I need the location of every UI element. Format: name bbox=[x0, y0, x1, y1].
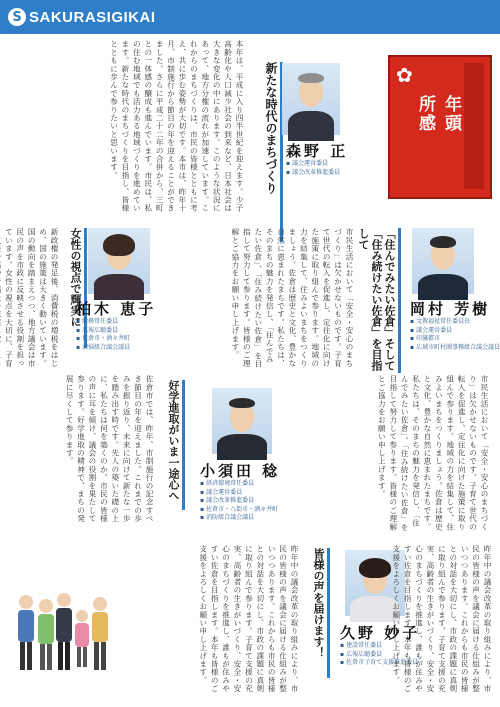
section2-roles: ▪ 文教福祉常任委員長 ▪ 議会運営委員 ▪ 印旛都市 ▪ 広域市町村圏事務組合議会議員 bbox=[410, 318, 500, 352]
section2-continued: 市民生活において「安全・安心のまちづくり」は欠かせないものです。子育て世代の転入を促進し、定住化に向けた施策に取り組んで参ります。地域の力を結集して、住みよいまちをつくりましょう。佐倉は歴史と文化、豊かな自然に恵まれたまちです。私たちは、そのまちの魅力を発信し、「住んでみたい佐倉」、「住み続けたい佐倉」を目指して努力して参ります。皆様のご理解とご協力をお願い申し上げます。 bbox=[377, 375, 489, 532]
card-stripe bbox=[464, 63, 484, 189]
section1-portrait bbox=[282, 63, 340, 135]
section4-name: 小須田 稔 bbox=[200, 462, 281, 480]
section2-name: 岡村 芳樹 bbox=[410, 300, 491, 318]
section1-name: 森野 正 bbox=[286, 142, 349, 160]
section1-roles: ▪ 議会運営委員 ▪ 議会改革推進委員 bbox=[286, 160, 340, 177]
section3-name: 柏木 恵子 bbox=[76, 300, 157, 318]
masthead bbox=[0, 0, 500, 34]
new-year-card bbox=[388, 55, 492, 199]
section2-heading: 「住んでみたい佐倉」そして「住み続けたい佐倉」を目指して bbox=[360, 228, 401, 373]
section5-body: 昨年中の議会改革の取り組みにより、市民の皆様の声を議会に届ける仕組みが整いつつあります。これからも市民の皆様との対話を大切にし、市政の課題に真剣に取り組んで参ります。子育て支援の充実、高齢者の生きがいづくり、安全・安心のまちづくりを推進し、誰もが住みやすい佐倉を目指します。本年も皆様のご支援をよろしくお願い申し上げます。 bbox=[198, 545, 299, 693]
section4-portrait bbox=[212, 388, 272, 454]
section5-heading: 皆様の声を届けます！ bbox=[305, 548, 330, 678]
section3-roles: ▪ 総務常任委員 ▪ 広報広聴委員 ▪ 佐倉市・酒々井町 ▪ 清掃組合議会議員 bbox=[76, 318, 130, 352]
section2-portrait bbox=[412, 228, 474, 294]
phoenix-icon: ✿ bbox=[396, 63, 413, 87]
masthead-title: SAKURASIGIKAI bbox=[29, 8, 156, 26]
section4-heading: 好学進取がいま一途心へ bbox=[160, 380, 185, 510]
section1-body: 本年は、平成に入り四半世紀を迎えます。少子高齢化や人口減少社会の到来など、日本社会は大きな変化の中にあります。このような状況にあって、地方分権の流れが加速しています。これからのまちづくりは、市民の皆様とともに考え、共に歩む姿勢が大切です。本市は、昨年十月、市制施行から節目の年を迎えることができました。さらに平成二十二年の合併から、三町との一体感の醸成も進んでいます。市民は、私の住む地域でも活力ある地域づくりを進めています。新たな時代のまちづくりを目指し、皆様とともに歩んで参りたいと思います。 bbox=[109, 40, 244, 213]
section2-body: 市民生活において「安全・安心のまちづくり」は欠かせないものです。子育て世代の転入を促進し、定住化に向けた施策に取り組んで参ります。地域の力を結集して、住みよいまちをつくりましょう。佐倉は歴史と文化、豊かな自然に恵まれたまちです。私たちは、そのまちの魅力を発信し、「住んでみたい佐倉」、「住み続けたい佐倉」を目指して努力して参ります。皆様のご理解とご協力をお願い申し上げます。 bbox=[230, 228, 354, 368]
section4-roles: ▪ 経済環境常任委員 ▪ 議会運営委員 ▪ 議会改革推進委員 ▪ 佐倉市・八街市・酒々井町 ▪ 消防組合議会議員 bbox=[200, 480, 278, 523]
card-title: 年頭 所感 bbox=[415, 95, 461, 133]
section5-name: 久野 妙子 bbox=[340, 624, 421, 642]
family-figures bbox=[18, 593, 108, 670]
section4-body: 佐倉市では、昨年、市制施行の記念すべき節目の年を迎えました。これまでの歩みを振り返り、未来に向けて新たな一歩を踏み出す時です。先人の築いた礎の上に、私たちは何を築くのか。市民の皆様の声に耳を傾け、議会の役割を果たして参ります。好学進取の精神で、まちの発展に尽くして参ります。 bbox=[65, 375, 154, 523]
section3-body: 新政権の発足後、消費税の増税をはじめ、国の施策は大きく動いています。国の動向を踏まえつつ、地方議会は市民の声を市政に反映させる役割を担っています。女性の視点を大切に、子育 bbox=[4, 228, 59, 368]
section5-intro: 昨年中の議会改革の取り組みにより、市民の皆様の声を議会に届ける仕組みが整いつつあります。これからも市民の皆様との対話を大切にし、市政の課題に真剣に取り組んで参ります。子育て支援の充実、高齢者の生きがいづくり、安全・安心のまちづくりを推進し、誰もが住みやすい佐倉を目指します。本年も皆様のご支援をよろしくお願い申し上げます。 bbox=[391, 545, 492, 693]
logo-icon: S bbox=[8, 8, 26, 26]
family-illustration bbox=[8, 580, 118, 700]
section3-portrait bbox=[88, 228, 150, 294]
section5-roles: ▪ 建設常任委員 ▪ 広報広聴委員 ▪ 佐倉市子育て支援推進委員 bbox=[340, 642, 418, 668]
section1-heading: 新たな時代のまちづくり bbox=[250, 62, 283, 242]
section3-heading: 女性の視点で輝実に bbox=[62, 228, 87, 348]
